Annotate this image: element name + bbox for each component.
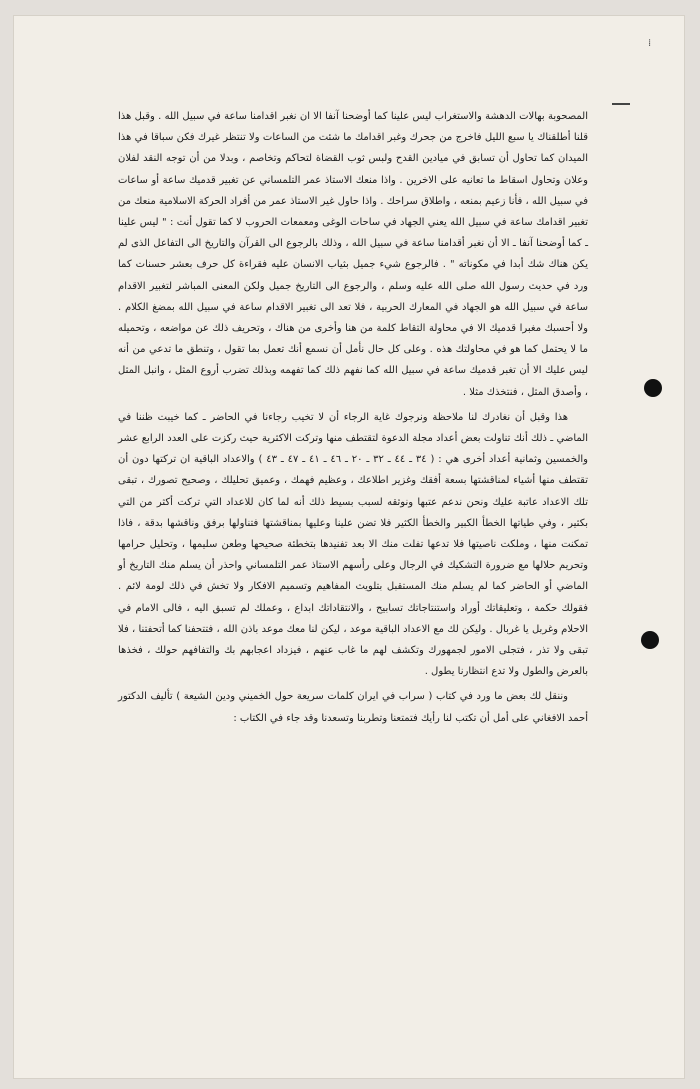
page-body-text [118, 106, 588, 966]
edge-mark [612, 103, 630, 105]
paragraph-3: وننقل لك بعض ما ورد في كتاب ( سراب في ايران كلمات سريعة حول الخميني ودين الشيعة ) تأليف الدكتور أحمد الافغاني على أمل أن تكتب لنا رأيك فتمتعنا وتطربنا وتسعدنا وقد جاء في الكتاب : [118, 691, 588, 724]
paragraph-2: هذا وقبل أن نغادرك لنا ملاحظة ونرجوك غاية الرجاء أن لا تخيب رجاءنا في الحاضر ـ كما خيبت ظننا في الماضي ـ ذلك أنك تناولت بعض أعداد مجلة الدعوة لتقتطف منها وتركت الاكثرية حيث ركزت على العدد الرابع عشر والخمسين وثمانية أعداد أخرى هي : ( ٣٤ ـ ٤٤ ـ ٣٢ ـ ٢٠ ـ ٤٦ ـ ٤١ ـ ٤٧ ـ ٤٣ ) والاعداد الباقية ان تركتها دون أن تقتطف منها أشياء لمناقشتها بسعة أفقك وغزير اطلاعك ، وعظيم فهمك ، وعميق تحليلك ، وصحيح تصورك ، تبقى تلك الاعداد عاتبة عليك ونحن ندعم عتبها ونوثقه لسبب بسيط ذلك أنه لما كان للاعداد التي تركت أكثر من التي بكثير ، وفي طياتها الخطأ الكبير والخطأ الكثير فلا تضن علينا وعليها بمناقشتها فتناولها برفق وناقشها بدقة ، فاذا تمكنت منها ، وملكت ناصيتها فلا تدعها تفلت منك الا بعد تفنيدها بتخطئة صحيحها وطعن سليمها ، وتحليل حرامها وتحريم حلالها مع ضرورة التشكيك في الرجال وعلى رأسهم الاستاذ عمر التلمساني واحذر أن يسلم منك التاريخ أو الماضي أو الحاضر كما لم يسلم منك المستقبل بتلويث المفاهيم وتسميم الافكار ولا تخش في ذلك لومة لائم . فقولك حكمة ، وتعليقاتك أوراد واستنتاجاتك تسابيح ، والانتقاداتك ابداع ، وعملك لم تسبق اليه ، فالى الامام في الاحلام وغربل يا غربال . وليكن لك مع الاعداد الباقية موعد ، ليكن لنا معك موعد باذن الله ، فتتحفنا كما أتحفتنا ، فلا تبقى ولا تذر ، فتجلى الامور لجمهورك وتكشف لهم ما غاب عنهم ، فيزداد اعجابهم بك والتفافهم حولك ، فخذها بالعرض والطول ولا تدع انتظارنا يطول . [118, 411, 588, 678]
document-page [14, 16, 684, 1078]
punch-hole-lower [641, 631, 659, 649]
punch-hole-upper [644, 379, 662, 397]
corner-mark: ⁞ [648, 38, 652, 49]
paragraph-1: المصحوبة بهالات الدهشة والاستغراب ليس علينا كما أوضحنا آنفا الا ان نغبر اقدامنا ساعة في سبيل الله . وقبل هذا قلنا أطلقناك يا سبع الليل فاخرج من جحرك وغبر اقدامك ما شئت من الساعات ولا تنتظر غيرك فكن سباقا في هذا الميدان كما تحاول أن تسابق في ميادين القدح ولبس ثوب القضاة لتحاكم وتخاصم ، وبدلا من أن توجه النقد لفلان وعلان وتحاول اسقاط ما تعانيه على الاخرين . واذا منعك الاستاذ عمر التلمساني عن تغبير قدميك ساعة أو ساعات في سبيل الله ، فأنا زعيم بمنعه ، واطلاق سراحك . واذا حاول غير الاستاذ عمر من أفراد الحركة الاسلامية منعك من تغبير اقدامك ساعة في سبيل الله يعني الجهاد في ساحات الوغى ومعمعات الحروب لا كما تقول أنت : " ليس علينا ـ كما أوضحنا آنفا ـ الا أن نغبر أقدامنا ساعة في سبيل الله ، وذلك بالرجوع الى القرآن والتاريخ الى التفاعل الذى لم يكن هناك شك أبدا في مكوناته " . فالرجوع شيء جميل بثياب الانسان عليه فقراءة كل حرف بعشر حسنات كما ورد في حديث رسول الله صلى الله عليه وسلم ، والرجوع الى التاريخ جميل ولكن المعنى المباشر لتغبير الاقدام ساعة في سبيل الله هو الجهاد في المعارك الحربية ، فلا تعد الى تغبير الاقدام ساعة في سبيل الله بمضغ الكلام . ولا أحسبك مغبرا قدميك الا في محاولة التقاط كلمة من هنا وأخرى من هناك ، وتحريف ذلك عن مواضعه ، وتحميله ما لا يحتمل كما هو في محاولتك هذه . وعلى كل حال نأمل أن نسمع أنك تعمل بما تقول ، وتنطق ما تدعي من أنه ليس عليك الا أن تغبر قدميك ساعة في سبيل الله كما نفهم ذلك كما تفهمه وبذلك تضرب أروع المثل ، وانبل المثل ، وأصدق المثل ، فنتخذك مثلا . [118, 111, 588, 398]
